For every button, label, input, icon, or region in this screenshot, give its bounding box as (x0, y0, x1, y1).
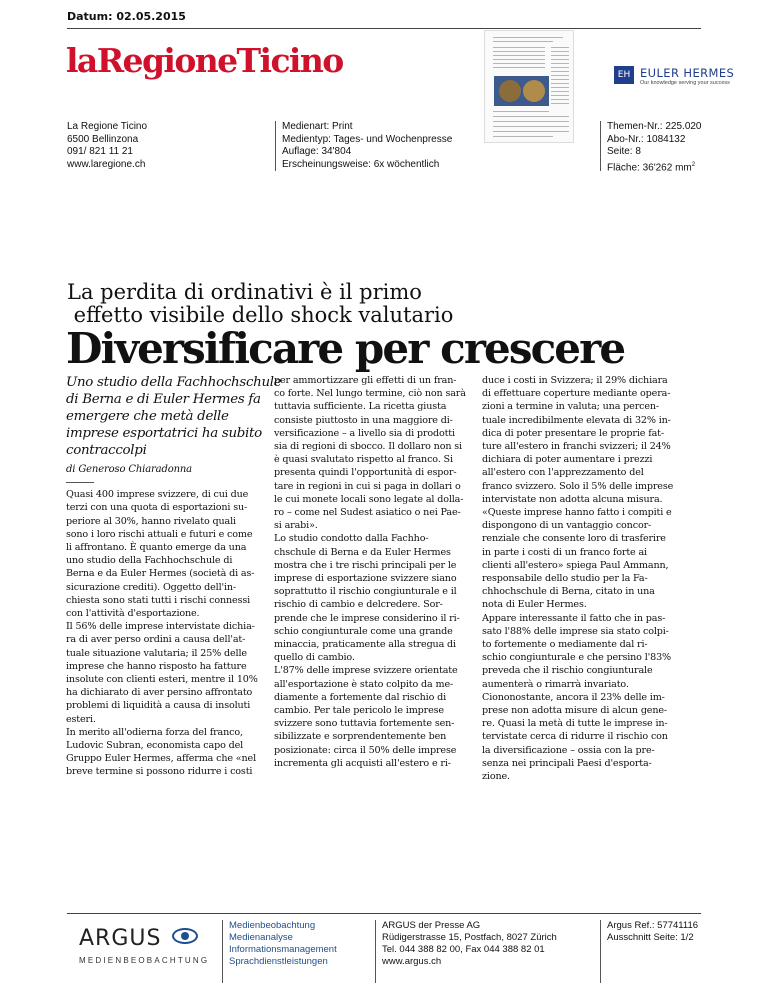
article-line: rischio di cambio e delcredere. Sor- (274, 599, 443, 611)
bottom-divider (67, 913, 701, 914)
article-line: chiesta sono stati tutti i rischi connessi (66, 594, 251, 606)
article-line: chschule di Berna e da Euler Hermes (274, 546, 451, 558)
article-line: posizionate: circa il 50% delle imprese (274, 744, 457, 756)
article-line: L'87% delle imprese svizzere orientate (274, 665, 458, 677)
article-line: versificazione – a livello sia di prodotti (274, 427, 455, 439)
article-line: duce i costi in Svizzera; il 29% dichiara (482, 375, 668, 386)
article-line: svizzere sono tuttavia fortemente sen- (274, 718, 455, 730)
article-line: breve termine si possono ridurre i costi (66, 766, 253, 778)
article-line: si arabi». (274, 520, 318, 532)
article-line: con l'attività d'esportazione. (66, 608, 200, 620)
article-line: Berna e da Euler Hermes (società di as- (66, 568, 255, 580)
article-line: imprese di esportazione svizzere siano (274, 573, 457, 585)
article-line: sato l'88% delle imprese sia stato colpi- (482, 625, 669, 637)
article-line: ha dichiarato di aver persino affrontato (66, 687, 253, 699)
article-line: zioni a termine in valuta; una percen- (482, 401, 659, 413)
euler-hermes-tagline: Our knowledge serving your success (640, 80, 730, 86)
article-column-2 (274, 374, 474, 770)
article-body (66, 488, 266, 778)
article-line: clienti all'estero» spiega Paul Ammann, (482, 559, 669, 571)
article-line: soprattutto il rischio congiunturale e il (274, 586, 457, 598)
article-line: zione. (482, 771, 510, 783)
article-line: tuttavia sufficiente. La ricetta giusta (274, 401, 447, 413)
page-thumbnail (484, 30, 574, 143)
article-line: Ludovic Subran, economista capo del (66, 740, 244, 752)
article-line: renziale che consente loro di trasferire (482, 533, 666, 545)
article-line: In merito all'odierna forza del franco, (66, 726, 243, 738)
article-line: nota di Euler Hermes. (482, 599, 587, 611)
article-line: Ciononostante, ancora il 23% delle im- (482, 691, 665, 703)
article-line: ture all'estero in franchi svizzeri; il 24% (482, 441, 671, 453)
article-line: presenta quindi l'opportunità di espor- (274, 467, 457, 479)
article-line: schio congiunturale e che persino l'83% (482, 652, 671, 664)
article-column-1 (66, 374, 282, 779)
publisher-info: La Regione Ticino 6500 Bellinzona 091/ 821 11 21 www.laregione.ch (67, 121, 148, 170)
article-line: responsabile dello studio per la Fa- (482, 573, 648, 585)
article-line: re. Quasi la metà di tutte le imprese in- (482, 718, 668, 730)
article-line: Gruppo Euler Hermes, afferma che «nel (66, 753, 257, 765)
article-line: sia di regioni di sbocco. Il dollaro non si (274, 441, 462, 453)
article-line: «Queste imprese hanno fatto i compiti e (482, 507, 672, 519)
article-line: mostra che i tre rischi principali per le (274, 559, 457, 571)
article-line: incrementa gli acquisti all'estero e ri- (274, 757, 451, 769)
article-line: di effettuare coperture mediante opera- (482, 388, 671, 400)
article-line: quello di cambio. (274, 652, 355, 664)
date-label: Datum: 02.05.2015 (67, 10, 186, 23)
article-line: imprese che hanno risposto ha fatture (66, 660, 247, 672)
article-line: problemi di liquidità a causa di insoluti (66, 700, 251, 712)
article-line: Lo studio condotto dalla Fachho- (274, 533, 429, 545)
euler-hermes-logo-mark: EH (614, 66, 634, 84)
article-line: franco svizzero. Solo il 5% delle imprese (482, 480, 674, 492)
argus-address: ARGUS der Presse AG Rüdigerstrasse 15, Postfach, 8027 Zürich Tel. 044 388 82 00, Fax 044 388 82 01 www.argus.ch (375, 920, 557, 983)
article-line: minaccia, praticamente alla stregua di (274, 639, 456, 651)
article-body (482, 374, 702, 783)
article-line: dispongono di un vantaggio concor- (482, 520, 652, 532)
article-line: le cui monete locali sono legate al dolla- (274, 493, 464, 505)
article-line: ro – come nel Sudest asiatico o nei Pae- (274, 507, 461, 519)
article-line: preveda che il rischio congiunturale (482, 665, 653, 677)
article-line: dichiara di poter aumentare i prezzi (482, 454, 653, 466)
article-line: per ammortizzare gli effetti di un fran- (274, 375, 457, 386)
article-line: intervistate non adotta alcuna misura. (482, 493, 663, 505)
article-line: chhochschule di Berna, citato in una (482, 586, 655, 598)
area-label: Fläche: 36'262 $mm^2$ (607, 161, 696, 173)
article-line: co forte. Nel lungo termine, ciò non sarà (274, 388, 466, 400)
article-line: aumenterà o rimarrà invariato. (482, 678, 629, 690)
article-column-3 (482, 374, 702, 783)
article-line: prese non adotta misure di alcun gene- (482, 705, 667, 717)
article-byline: di Generoso Chiaradonna (66, 464, 192, 475)
article-body (274, 374, 474, 770)
article-line: sono i loro rischi attuali e futuri e come (66, 528, 253, 540)
article-line: ra di aver perso ordini a causa dell'at- (66, 634, 246, 646)
article-line: schio congiunturale come una grande (274, 625, 453, 637)
article-line: all'esportazione è stato colpito da me- (274, 678, 454, 690)
article-line: tervistate cerca di ridurre il rischio con (482, 731, 668, 743)
argus-logo: ARGUS (79, 926, 162, 951)
argus-reference: Argus Ref.: 57741116 Ausschnitt Seite: 1/2 (600, 920, 698, 983)
article-lead: Uno studio della Fachhochschule di Berna e di Euler Hermes fa emergere che metà delle imprese esportatrici ha subito contraccolpi (66, 375, 282, 458)
article-line: tuale incredibilmente elevata di 32% in- (482, 414, 671, 426)
article-line: li affrontano. È quanto emerge da una (66, 542, 247, 554)
article-line: la diversificazione – ossia con la pre- (482, 744, 655, 756)
article-line: prende che le imprese considerino il ri- (274, 612, 460, 624)
article-line: sicurazione crediti). Oggetto dell'in- (66, 581, 237, 593)
article-line: esteri. (66, 713, 96, 725)
article-line: senza nei principali Paesi d'esporta- (482, 757, 652, 769)
article-line: è quasi svalutato rispetto al franco. Si (274, 454, 453, 466)
article-line: Quasi 400 imprese svizzere, di cui due (66, 489, 249, 501)
argus-services: Medienbeobachtung Medienanalyse Informationsmanagement Sprachdienstleistungen (222, 920, 337, 983)
article-line: terzi con una quota di esportazioni su- (66, 502, 248, 514)
article-line: diamente a fortemente dal rischio di (274, 691, 447, 703)
argus-logo-subtitle: MEDIENBEOBACHTUNG (79, 956, 210, 965)
article-line: consiste piuttosto in una maggiore di- (274, 414, 453, 426)
article-line: to fortemente o mediamente dal ri- (482, 639, 648, 651)
article-line: insolute con clienti esteri, mentre il 10% (66, 674, 258, 686)
byline-divider (66, 482, 94, 483)
article-line: tare in regioni in cui si paga in dollari o (274, 480, 461, 492)
clipping-numbers: Themen-Nr.: 225.020 Abo-Nr.: 1084132 Seite: 8 Fläche: 36'262 $mm^2$ (600, 121, 702, 171)
article-line: periore al 30%, hanno rivelato quali (66, 515, 236, 527)
article-line: dica di poter presentare le proprie fat- (482, 427, 664, 439)
article-line: Appare interessante il fatto che in pas- (482, 612, 666, 624)
article-headline: Diversificare per crescere (66, 324, 625, 373)
article-line: Il 56% delle imprese intervistate dichia- (66, 621, 255, 633)
article-line: cambio. Per tale pericolo le imprese (274, 705, 444, 717)
article-line: in parte i costi di un franco forte ai (482, 546, 647, 558)
article-line: tuale situazione valutaria; il 25% delle (66, 647, 247, 659)
article-line: uno studio della Fachhochschule di (66, 555, 233, 567)
euler-hermes-logo-name: EULER HERMES (640, 66, 735, 80)
article-line: sibilizzate e sorprendentemente ben (274, 731, 447, 743)
article-line: all'estero con l'apprezzamento del (482, 467, 644, 479)
top-divider (67, 28, 701, 29)
media-info: Medienart: Print Medientyp: Tages- und Wochenpresse Auflage: 34'804 Erscheinungsweise: 6x wöchentlich (275, 121, 452, 171)
publication-logo: laRegioneTicino (66, 41, 343, 80)
eye-icon (172, 928, 198, 944)
article-kicker: La perdita di ordinativi è il primo effetto visibile dello shock valutario (67, 280, 454, 327)
